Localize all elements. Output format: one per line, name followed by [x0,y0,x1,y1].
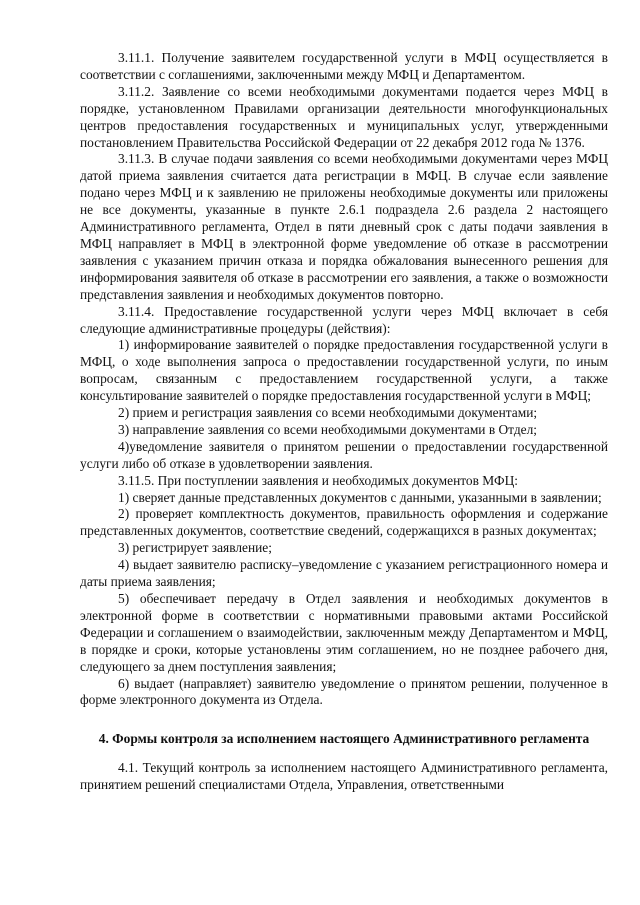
list-item-3-11-5-4: 4) выдает заявителю расписку–уведомление с указанием регистрационного номера и даты приема заявления; [80,557,608,590]
paragraph-4-1: 4.1. Текущий контроль за исполнением настоящего Административного регламента, принятием решений специалистами Отдела, Управления, ответственными [80,760,608,793]
paragraph-3-11-4: 3.11.4. Предоставление государственной услуги через МФЦ включает в себя следующие административные процедуры (действия): [80,303,608,336]
list-item-3-11-4-4: 4)уведомление заявителя о принятом решении о предоставлении государственной услуги либо об отказе в удовлетворении заявления. [80,438,608,471]
list-item-3-11-5-3: 3) регистрирует заявление; [118,540,272,556]
list-item-3-11-5-1: 1) сверяет данные представленных документов с данными, указанными в заявлении; [118,489,602,505]
paragraph-3-11-2: 3.11.2. Заявление со всеми необходимыми документами подается через МФЦ в порядке, установленном Правилами организации деятельности многофункциональных центров предоставления государственных и муниципальных услуг, утвержденными постановлением Правительства Российской Федерации от 22 декабря 2012 года № 1376. [80,83,608,150]
list-item-3-11-5-6: 6) выдает (направляет) заявителю уведомление о принятом решении, полученное в форме электронного документа из Отдела. [80,675,608,708]
list-item-3-11-4-1: 1) информирование заявителей о порядке предоставления государственной услуги в МФЦ, о ходе выполнения запроса о предоставлении государственной услуги, по иным вопросам, связанным с предоставлением государственной услуги, а также консультирование заявителей о порядке предоставления государственной услуги в МФЦ; [80,337,608,404]
section-gap [80,709,608,719]
paragraph-3-11-3: 3.11.3. В случае подачи заявления со всеми необходимыми документами через МФЦ датой приема заявления считается дата регистрации в МФЦ. В случае если заявление подано через МФЦ и к заявлению не приложены необходимые документы или приложены не все документы, указанные в пункте 2.6.1 подраздела 2.6 раздела 2 настоящего Административного регламента, Отдел в пяти дневный срок с даты подачи заявления в МФЦ направляет в МФЦ в электронной форме уведомление об отказе в рассмотрении заявления с указанием причин отказа и порядка обжалования вынесенного решения для информирования заявителя об отказе в рассмотрении его заявления, а также о возможности представления заявления и необходимых документов повторно. [80,151,608,302]
paragraph-3-11-1: 3.11.1. Получение заявителем государственной услуги в МФЦ осуществляется в соответствии с соглашениями, заключенными между МФЦ и Департаментом. [80,50,608,82]
list-item-3-11-4-2: 2) прием и регистрация заявления со всеми необходимыми документами; [118,405,538,421]
list-item-3-11-4-3: 3) направление заявления со всеми необходимыми документами в Отдел; [118,421,537,437]
list-item-3-11-5-2: 2) проверяет комплектность документов, правильность оформления и содержание представленных документов, соответствие сведений, содержащихся в разных документах; [80,506,608,539]
list-item-3-11-5-5: 5) обеспечивает передачу в Отдел заявления и необходимых документов в электронной форме в соответствии с нормативными правовыми актами Российской Федерации и соглашением о взаимодействии, заключенным между Департаментом и МФЦ, в порядке и сроки, которые установлены этим соглашением, но не позднее рабочего дня, следующего за днем поступления заявления; [80,591,608,674]
document-page [80,50,608,794]
section-heading: 4. Формы контроля за исполнением настоящего Административного регламента [98,731,590,747]
paragraph-3-11-5: 3.11.5. При поступлении заявления и необходимых документов МФЦ: [118,472,518,488]
